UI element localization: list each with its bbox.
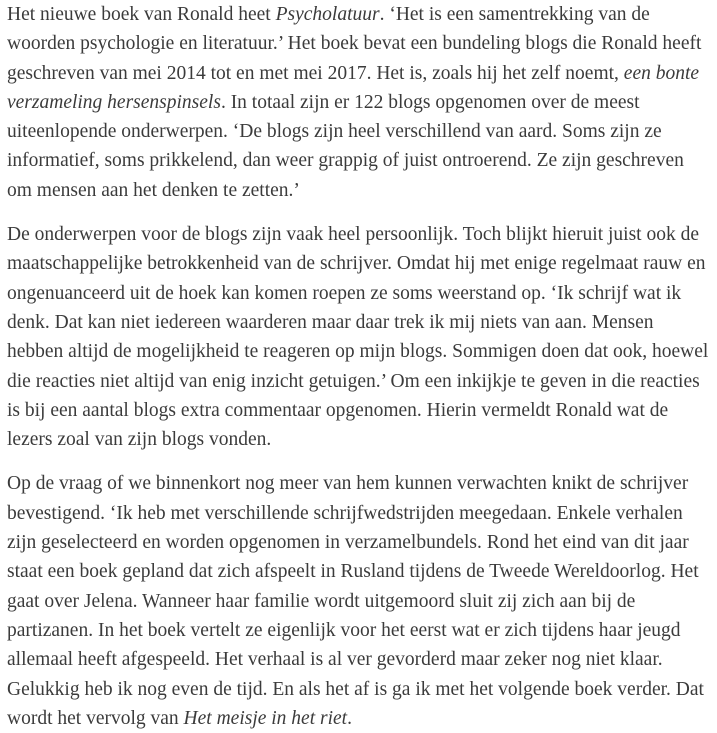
text-run: Het nieuwe boek van Ronald heet [7,4,276,25]
paragraph-2 [7,220,709,454]
text-run: . [347,707,352,729]
italic-text-run: een bonte verzameling hersenspinsels [7,62,700,113]
text-run: Op de vraag of we binnenkort nog meer van hem kunnen verwachten knikt de schrijver bevestigend. ‘Ik heb met verschillende schrijfwedstrijden meegedaan. Enkele verhalen zijn geselecteerd en worden opgenomen in verzamelbundels. Rond het eind van dit jaar staat een boek gepland dat zich afspeelt in Rusland tijdens de Tweede Wereldoorlog. Het gaat over Jelena. Wanneer haar familie wordt uitgemoord sluit zij zich aan bij de partizanen. In het boek vertelt ze eigenlijk voor het eerst wat er zich tijdens haar jeugd allemaal heeft afgespeeld. Het verhaal is al ver gevorderd maar zeker nog niet klaar. Gelukkig heb ik nog even de tijd. En als het af is ga ik met het volgende boek verder. Dat wordt het vervolg van [7,473,704,729]
paragraph-1 [7,0,709,205]
italic-text-run: Psycholatuur [275,4,380,25]
text-run: De onderwerpen voor de blogs zijn vaak heel persoonlijk. Toch blijkt hieruit juist ook de maatschappelijke betrokkenheid van de schrijver. Omdat hij met enige regelmaat rauw en ongenuanceerd uit de hoek kan komen roepen ze soms weerstand op. ‘Ik schrijf wat ik denk. Dat kan niet iedereen waarderen maar daar trek ik mij niets van aan. Mensen hebben altijd de mogelijkheid te reageren op mijn blogs. Sommigen doen dat ook, hoewel die reacties niet altijd van enig inzicht getuigen.’ Om een inkijkje te geven in die reacties is bij een aantal blogs extra commentaar opgenomen. Hierin vermeldt Ronald wat de lezers zoal van zijn blogs vonden. [7,224,709,451]
italic-text-run: Het meisje in het riet [183,707,348,729]
paragraph-3 [7,469,709,733]
text-run: . In totaal zijn er 122 blogs opgenomen over de meest uiteenlopende onderwerpen. ‘De blogs zijn heel verschillend van aard. Soms zijn ze informatief, soms prikkelend, dan weer grappig of juist ontroerend. Ze zijn geschreven om mensen aan het denken te zetten.’ [7,91,684,201]
text-run: . ‘Het is een samentrekking van de woorden psychologie en literatuur.’ Het boek bevat een bundeling blogs die Ronald heeft geschreven van mei 2014 tot en met mei 2017. Het is, zoals hij het zelf noemt, [7,4,702,84]
